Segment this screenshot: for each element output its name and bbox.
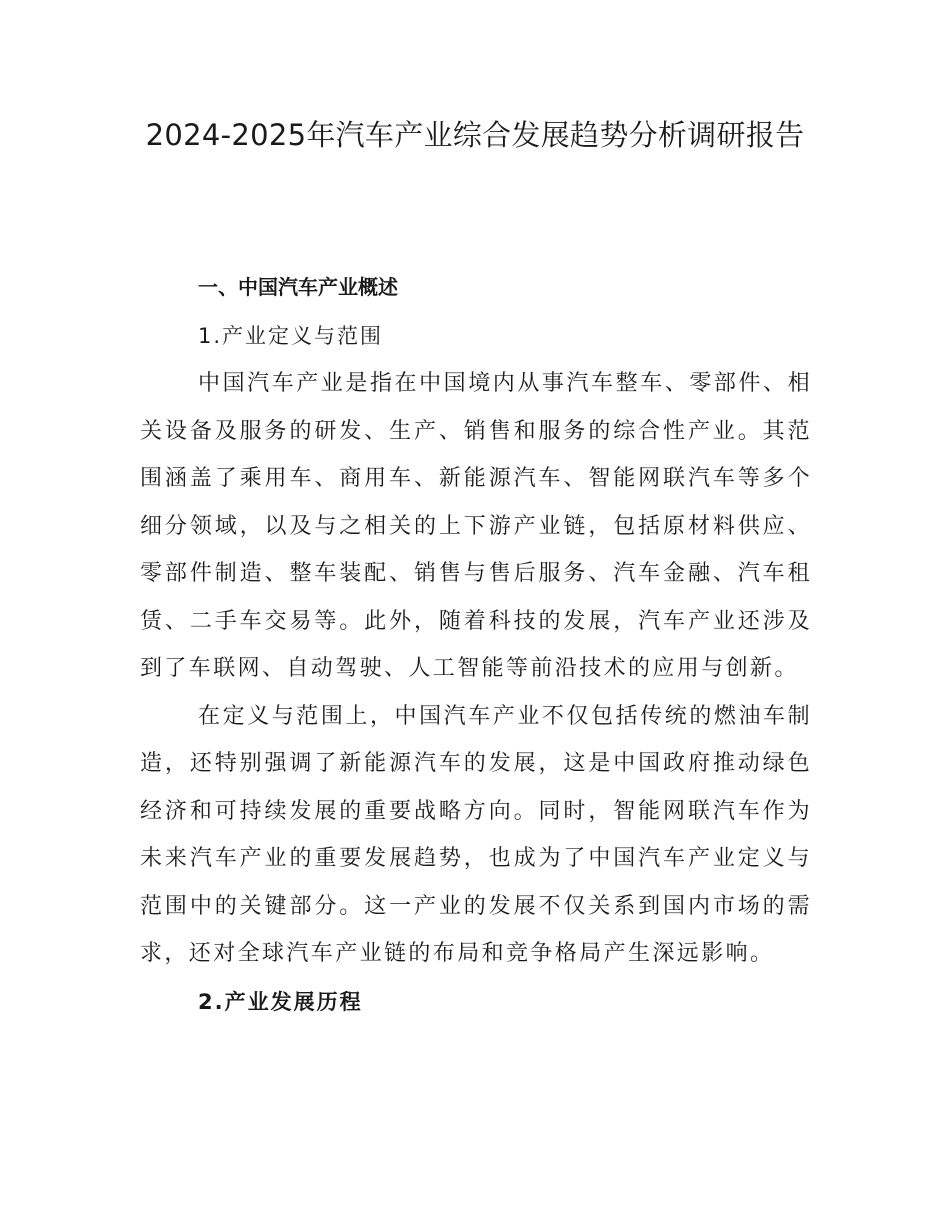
- subsection-heading-definition: 1.产业定义与范围: [198, 324, 384, 348]
- document-body: [140, 262, 812, 1026]
- paragraph-scope: 在定义与范围上，中国汽车产业不仅包括传统的燃油车制造，还特别强调了新能源汽车的发展，这是中国政府推动绿色经济和可持续发展的重要战略方向。同时，智能网联汽车作为未来汽车产业的重要发展趋势，也成为了中国汽车产业定义与范围中的关键部分。这一产业的发展不仅关系到国内市场的需求，还对全球汽车产业链的布局和竞争格局产生深远影响。: [140, 703, 812, 966]
- document-title: 2024-2025年汽车产业综合发展趋势分析调研报告: [145, 118, 805, 152]
- subsection-heading-history: 2.产业发展历程: [198, 989, 363, 1014]
- section-heading: 一、中国汽车产业概述: [198, 275, 398, 299]
- paragraph-definition: 中国汽车产业是指在中国境内从事汽车整车、零部件、相关设备及服务的研发、生产、销售和服务的综合性产业。其范围涵盖了乘用车、商用车、新能源汽车、智能网联汽车等多个细分领域，以及与之相关的上下游产业链，包括原材料供应、零部件制造、整车装配、销售与售后服务、汽车金融、汽车租赁、二手车交易等。此外，随着科技的发展，汽车产业还涉及到了车联网、自动驾驶、人工智能等前沿技术的应用与创新。: [140, 371, 812, 681]
